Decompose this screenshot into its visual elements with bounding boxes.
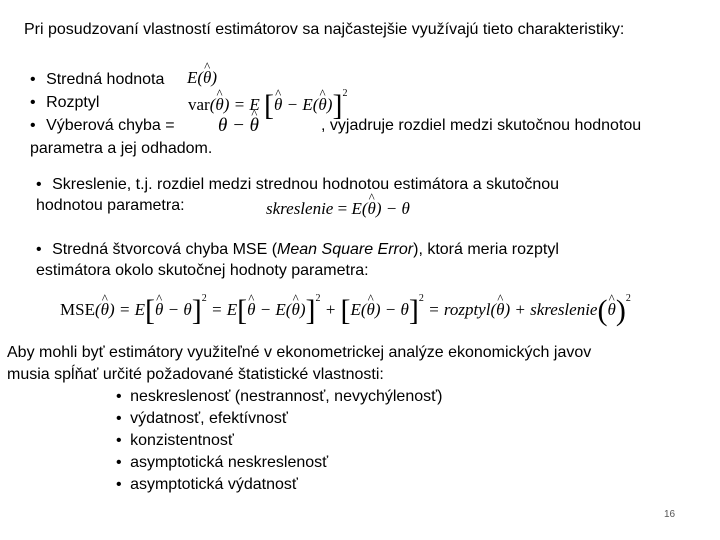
bias-formula: skreslenie = E(^ θ) − θ [266, 199, 410, 219]
mean-label: Stredná hodnota [46, 71, 165, 88]
bias-line2: hodnotou parametra: [36, 197, 185, 214]
bias-formula-eq: = [337, 199, 348, 218]
list-item [116, 432, 234, 450]
property-label: konzistentnosť [130, 432, 234, 449]
bullet-glyph: • [30, 94, 36, 111]
variance-formula: var(^ θ) = E [^ θ − E(^ θ)]$^2$ [188, 88, 347, 123]
property-label: výdatnosť, efektívnosť [130, 410, 288, 427]
bullet-glyph: • [30, 117, 36, 134]
page-number: 16 [664, 509, 676, 520]
properties-para-line2: musia spĺňať určité požadované štatistické vlastnosti: [7, 366, 384, 383]
bullet-glyph: • [36, 176, 42, 193]
bullet-sampling-error [30, 117, 175, 135]
mse-text-b: ), ktorá meria rozptyl [413, 241, 559, 258]
sampling-error-line2: parametra a jej odhadom. [30, 140, 213, 157]
list-item [116, 388, 442, 406]
list-item [116, 454, 328, 472]
list-item [116, 476, 298, 494]
bias-line1 [36, 176, 559, 194]
sampling-error-formula: θ − ^ θ [218, 115, 259, 137]
mse-text-a: Stredná štvorcová chyba MSE ( [52, 241, 278, 258]
properties-para-line1: Aby mohli byť estimátory využiteľné v ekonometrickej analýze ekonomických javov [7, 344, 592, 361]
sampling-error-label: Výberová chyba = [46, 117, 175, 134]
intro-text: Pri posudzovaní vlastností estimátorov sa najčastejšie využívajú tieto charakteristiky: [24, 21, 625, 38]
bullet-glyph: • [36, 241, 42, 258]
mse-line1 [36, 241, 559, 259]
bullet-glyph: • [116, 454, 122, 471]
bias-formula-label: skreslenie [266, 199, 334, 218]
property-label: neskreslenosť (nestrannosť, nevychýlenosť) [130, 388, 443, 405]
mse-text-em: Mean Square Error [277, 241, 414, 258]
bullet-glyph: • [116, 388, 122, 405]
bullet-glyph: • [116, 410, 122, 427]
property-label: asymptotická neskreslenosť [130, 454, 329, 471]
bullet-variance [30, 94, 99, 112]
mse-rozptyl: rozptyl [443, 300, 491, 319]
mean-formula: E(^ θ) [187, 68, 217, 88]
variance-label: Rozptyl [46, 94, 100, 111]
list-item [116, 410, 288, 428]
property-label: asymptotická výdatnosť [130, 476, 298, 493]
bias-text: Skreslenie, t.j. rozdiel medzi strednou hodnotou estimátora a skutočnou [52, 176, 560, 193]
mse-line2: estimátora okolo skutočnej hodnoty parametra: [36, 262, 369, 279]
bullet-mean [30, 71, 164, 89]
bullet-glyph: • [30, 71, 36, 88]
sampling-error-description: , vyjadruje rozdiel medzi skutočnou hodnotou [321, 117, 642, 134]
mse-formula: MSE(^ θ) = E[^ θ − θ]$^2$ = E[^ θ − E(^ θ)]$^2$ + [E(^ θ) − θ]$^2$ = rozptyl(^ θ) + skreslenie(^ θ)$^2$ [60, 293, 631, 328]
bullet-glyph: • [116, 476, 122, 493]
mse-skreslenie: skreslenie [530, 300, 598, 319]
bullet-glyph: • [116, 432, 122, 449]
